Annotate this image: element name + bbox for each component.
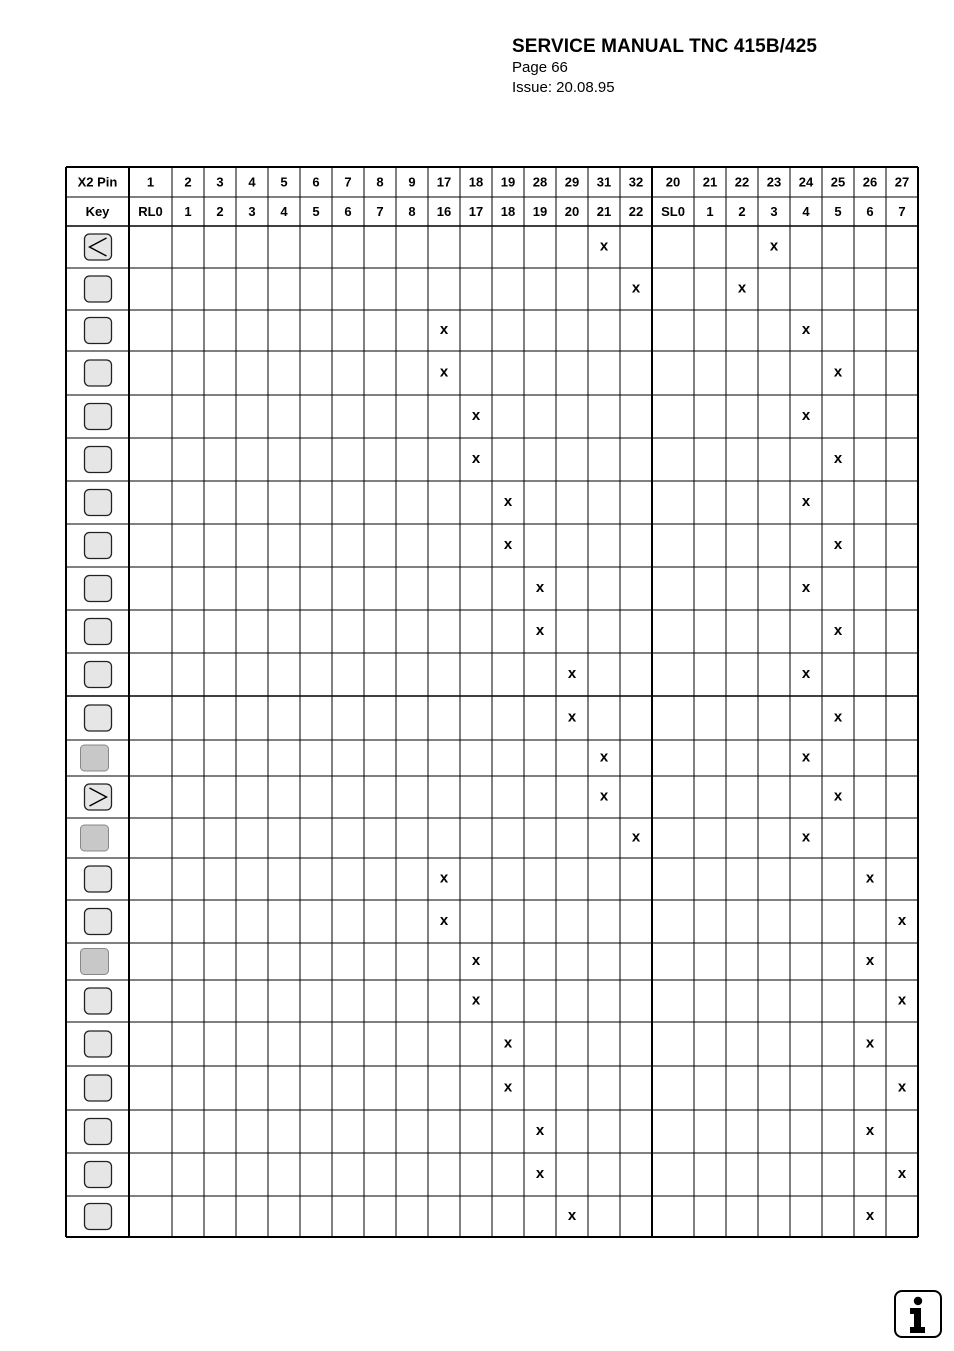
document-title: SERVICE MANUAL TNC 415B/425 xyxy=(512,36,818,57)
pin-header-cell: 21 xyxy=(702,174,718,190)
gray-key-icon xyxy=(81,825,109,851)
gray-key-icon xyxy=(81,949,109,975)
gray-key-icon xyxy=(81,745,109,771)
signal-header-cell: 1 xyxy=(706,204,714,219)
blank-key-icon xyxy=(85,360,112,386)
blank-key-icon xyxy=(85,1162,112,1188)
signal-header-cell: 22 xyxy=(628,204,644,219)
matrix-mark: x xyxy=(833,708,843,726)
matrix-mark: x xyxy=(439,321,449,338)
key-row xyxy=(85,866,875,892)
matrix-mark: x xyxy=(439,363,449,381)
key-row xyxy=(85,705,843,731)
pin-header-cell: 22 xyxy=(734,174,750,190)
pin-header-cell: 24 xyxy=(798,174,814,190)
signal-header-cell: 19 xyxy=(532,204,548,219)
signal-header-cell: 6 xyxy=(344,204,352,219)
matrix-mark: x xyxy=(535,622,545,639)
signal-header-cell: 3 xyxy=(248,204,256,219)
key-row xyxy=(85,662,811,688)
key-row xyxy=(85,619,843,645)
pin-header-cell: 6 xyxy=(312,174,320,190)
matrix-mark: x xyxy=(535,1122,545,1139)
blank-key-icon xyxy=(85,1031,112,1057)
blank-key-icon xyxy=(85,866,112,892)
signal-header-cell: 3 xyxy=(770,204,778,219)
pin-header-cell: 2 xyxy=(184,174,192,190)
key-row xyxy=(81,949,875,975)
key-row xyxy=(85,234,779,260)
blank-key-icon xyxy=(85,705,112,731)
signal-header-cell: 21 xyxy=(596,204,612,219)
pin-header-cell: 4 xyxy=(248,174,256,190)
key-row xyxy=(85,490,811,516)
key-row xyxy=(85,533,843,559)
blank-key-icon xyxy=(85,404,112,430)
signal-header-cell: 16 xyxy=(436,204,452,219)
matrix-mark: x xyxy=(801,579,811,596)
pin-header-cell: 23 xyxy=(766,174,782,190)
signal-header-cell: 4 xyxy=(802,204,810,219)
pin-header-cell: 26 xyxy=(862,174,878,190)
pin-header-cell: 9 xyxy=(408,174,416,190)
blank-key-icon xyxy=(85,1119,112,1145)
signal-header-cell: 4 xyxy=(280,204,288,219)
issue-date: Issue: 20.08.95 xyxy=(512,79,615,96)
matrix-mark: x xyxy=(897,1078,907,1096)
signal-header-cell: RL0 xyxy=(138,204,163,219)
matrix-mark: x xyxy=(833,787,843,805)
key-row xyxy=(85,447,843,473)
pin-header-cell: 3 xyxy=(216,174,224,190)
matrix-mark: x xyxy=(471,450,481,467)
matrix-mark: x xyxy=(471,407,481,424)
page-number: Page 66 xyxy=(512,59,568,76)
signal-header-cell: 2 xyxy=(216,204,224,219)
matrix-mark: x xyxy=(897,912,907,929)
blank-key-icon xyxy=(85,662,112,688)
signal-header-cell: 7 xyxy=(898,204,906,219)
matrix-mark: x xyxy=(769,237,779,255)
matrix-mark: x xyxy=(567,1207,577,1224)
matrix-mark: x xyxy=(503,1078,513,1096)
matrix-mark: x xyxy=(439,912,449,929)
matrix-mark: x xyxy=(833,450,843,467)
matrix-mark: x xyxy=(631,279,641,297)
matrix-mark: x xyxy=(567,708,577,726)
matrix-mark: x xyxy=(865,1207,875,1224)
matrix-mark: x xyxy=(865,1122,875,1139)
key-row xyxy=(85,1075,907,1101)
matrix-mark: x xyxy=(503,536,513,553)
matrix-mark: x xyxy=(631,828,641,846)
header-x2-pin: X2 Pin xyxy=(77,174,118,190)
matrix-mark: x xyxy=(801,748,811,766)
matrix-mark: x xyxy=(471,991,481,1009)
signal-header-cell: 1 xyxy=(184,204,192,219)
signal-header-cell: 18 xyxy=(500,204,516,219)
signal-header-cell: 7 xyxy=(376,204,384,219)
key-row xyxy=(85,1204,875,1230)
matrix-mark: x xyxy=(737,279,747,297)
matrix-mark: x xyxy=(801,321,811,338)
pin-header-cell: 32 xyxy=(628,174,644,190)
key-row xyxy=(81,825,811,851)
matrix-mark: x xyxy=(567,665,577,682)
key-row xyxy=(85,909,907,935)
pin-header-cell: 20 xyxy=(665,174,681,190)
matrix-mark: x xyxy=(503,1034,513,1052)
blank-key-icon xyxy=(85,988,112,1014)
info-icon xyxy=(894,1290,942,1338)
matrix-mark: x xyxy=(439,869,449,887)
blank-key-icon xyxy=(85,533,112,559)
matrix-mark: x xyxy=(801,828,811,846)
blank-key-icon xyxy=(85,909,112,935)
matrix-mark: x xyxy=(801,493,811,510)
pin-header-cell: 19 xyxy=(500,174,516,190)
blank-key-icon xyxy=(85,318,112,344)
matrix-mark: x xyxy=(865,952,875,969)
matrix-mark: x xyxy=(801,407,811,424)
key-row xyxy=(85,784,843,810)
matrix-mark: x xyxy=(865,1034,875,1052)
key-row xyxy=(85,988,907,1014)
matrix-mark: x xyxy=(897,991,907,1009)
pin-header-cell: 17 xyxy=(436,174,452,190)
matrix-mark: x xyxy=(535,579,545,596)
pin-header-cell: 31 xyxy=(596,174,612,190)
blank-key-icon xyxy=(85,490,112,516)
key-row xyxy=(85,1031,875,1057)
matrix-mark: x xyxy=(801,665,811,682)
matrix-mark: x xyxy=(865,869,875,887)
blank-key-icon xyxy=(85,1075,112,1101)
matrix-mark: x xyxy=(535,1165,545,1182)
signal-header-cell: 2 xyxy=(738,204,746,219)
matrix-mark: x xyxy=(471,952,481,969)
header-key: Key xyxy=(85,204,110,219)
signal-header-cell: 8 xyxy=(408,204,416,219)
matrix-mark: x xyxy=(599,787,609,805)
matrix-mark: x xyxy=(833,622,843,639)
signal-header-cell: 5 xyxy=(834,204,842,219)
signal-header-cell: 20 xyxy=(564,204,580,219)
matrix-mark: x xyxy=(599,748,609,766)
pin-header-cell: 29 xyxy=(564,174,580,190)
pin-header-cell: 25 xyxy=(830,174,846,190)
signal-header-cell: 6 xyxy=(866,204,874,219)
key-row xyxy=(85,404,811,430)
key-row xyxy=(85,360,843,386)
matrix-mark: x xyxy=(833,363,843,381)
matrix-mark: x xyxy=(833,536,843,553)
pin-header-cell: 8 xyxy=(376,174,384,190)
signal-header-cell: 5 xyxy=(312,204,320,219)
pin-header-cell: 5 xyxy=(280,174,288,190)
key-row xyxy=(81,745,811,771)
blank-key-icon xyxy=(85,619,112,645)
blank-key-icon xyxy=(85,447,112,473)
pin-header-cell: 1 xyxy=(146,174,155,190)
pin-header-cell: 27 xyxy=(894,174,910,190)
key-row xyxy=(85,576,811,602)
pin-header-cell: 28 xyxy=(532,174,548,190)
key-row xyxy=(85,318,811,344)
blank-key-icon xyxy=(85,1204,112,1230)
pin-header-cell: 18 xyxy=(468,174,484,190)
matrix-mark: x xyxy=(897,1165,907,1182)
pin-header-cell: 7 xyxy=(344,174,352,190)
matrix-mark: x xyxy=(503,493,513,510)
matrix-mark: x xyxy=(599,237,609,255)
signal-header-cell: SL0 xyxy=(661,204,685,219)
key-row xyxy=(85,1119,875,1145)
signal-header-cell: 17 xyxy=(468,204,484,219)
blank-key-icon xyxy=(85,576,112,602)
key-row xyxy=(85,1162,907,1188)
blank-key-icon xyxy=(85,276,112,302)
key-row xyxy=(85,276,747,302)
